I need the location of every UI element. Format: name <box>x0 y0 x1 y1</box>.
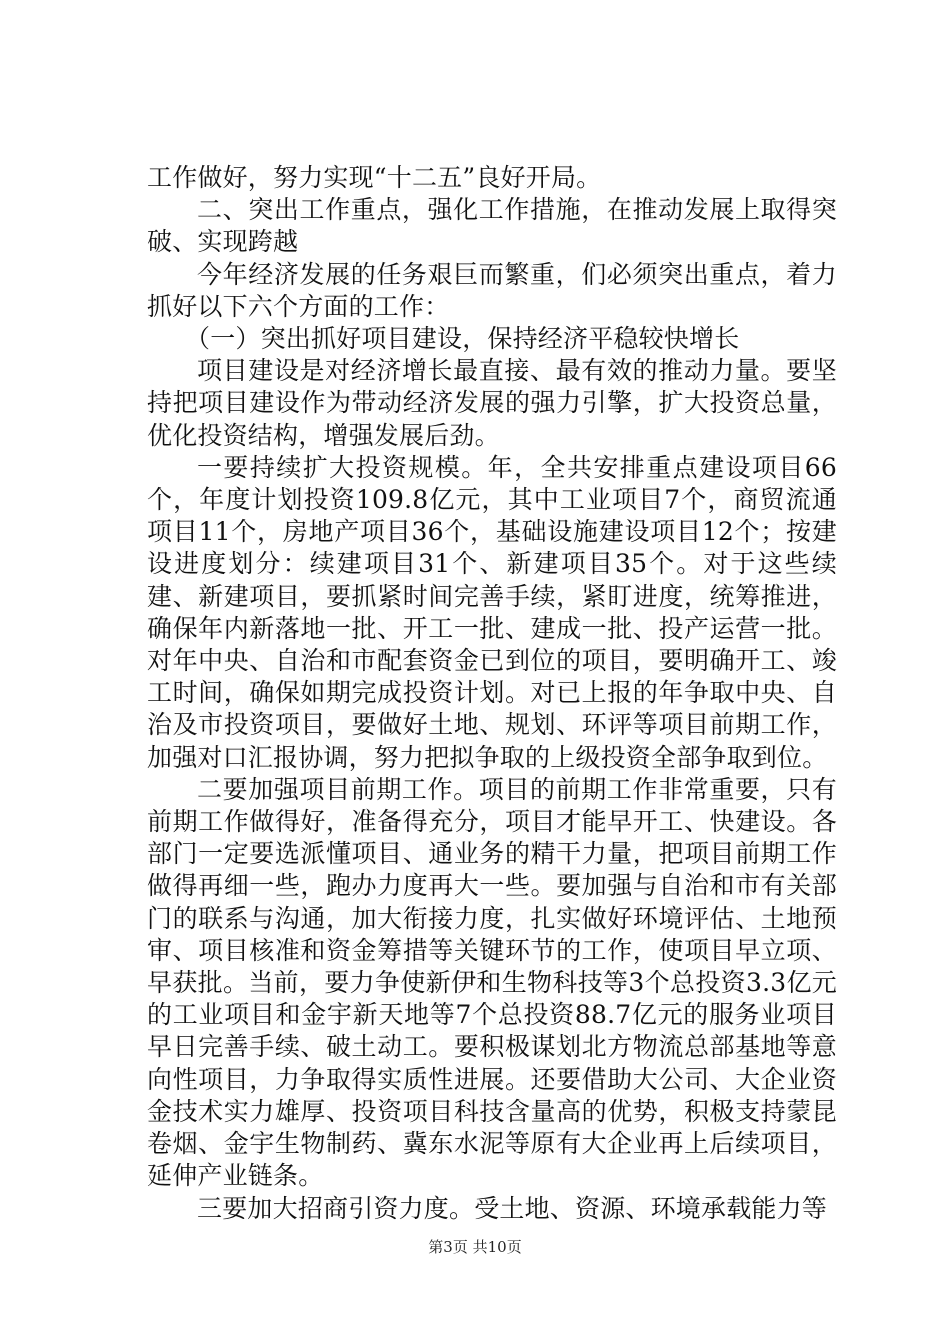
paragraph-investment-attraction: 三要加大招商引资力度。受土地、资源、环境承载能力等 <box>197 1193 828 1223</box>
paragraph-intro: 今年经济发展的任务艰巨而繁重，们必须突出重点，着力抓好以下六个方面的工作： <box>147 259 837 321</box>
paragraph-preliminary-work: 二要加强项目前期工作。项目的前期工作非常重要，只有前期工作做得好，准备得充分，项目才能早开工、快建设。各部门一定要选派懂项目、通业务的精干力量，把项目前期工作做得再细一些，跑办力度再大一些。要加强与自治和市有关部门的联系与沟通，加大衔接力度，扎实做好环境评估、土地预审、项目核准和资金筹措等关键环节的工作，使项目早立项、早获批。当前，要力争使新伊和生物科技等3个总投资3.3亿元的工业项目和金宇新天地等7个总投资88.7亿元的服务业项目早日完善手续、破土动工。要积极谋划北方物流总部基地等意向性项目，力争取得实质性进展。还要借助大公司、大企业资金技术实力雄厚、投资项目科技含量高的优势，积极支持蒙昆卷烟、金宇生物制药、冀东水泥等原有大企业再上后续项目，延伸产业链条。 <box>147 774 837 1191</box>
subsection-heading: （一）突出抓好项目建设，保持经济平稳较快增长 <box>185 324 740 354</box>
page-number-footer: 第3页 共10页 <box>428 1238 522 1256</box>
section-heading: 二、突出工作重点，强化工作措施，在推动发展上取得突破、实现跨越 <box>147 195 837 257</box>
paragraph-investment-scale: 一要持续扩大投资规模。年，全共安排重点建设项目66个，年度计划投资109.8亿元，其中工业项目7个，商贸流通项目11个，房地产项目36个，基础设施建设项目12个；按建设进度划分：续建项目31个、新建项目35个。对于这些续建、新建项目，要抓紧时间完善手续，紧盯进度，统筹推进，确保年内新落地一批、开工一批、建成一批、投产运营一批。对年中央、自治和市配套资金已到位的项目，要明确开工、竣工时间，确保如期完成投资计划。对已上报的年争取中央、自治及市投资项目，要做好土地、规划、环评等项目前期工作，加强对口汇报协调，努力把拟争取的上级投资全部争取到位。 <box>147 452 837 772</box>
paragraph-continuation: 工作做好，努力实现“十二五”良好开局。 <box>147 163 602 192</box>
document-body <box>147 162 837 1225</box>
paragraph-project-construction: 项目建设是对经济增长最直接、最有效的推动力量。要坚持把项目建设作为带动经济发展的强力引擎，扩大投资总量，优化投资结构，增强发展后劲。 <box>147 356 837 450</box>
